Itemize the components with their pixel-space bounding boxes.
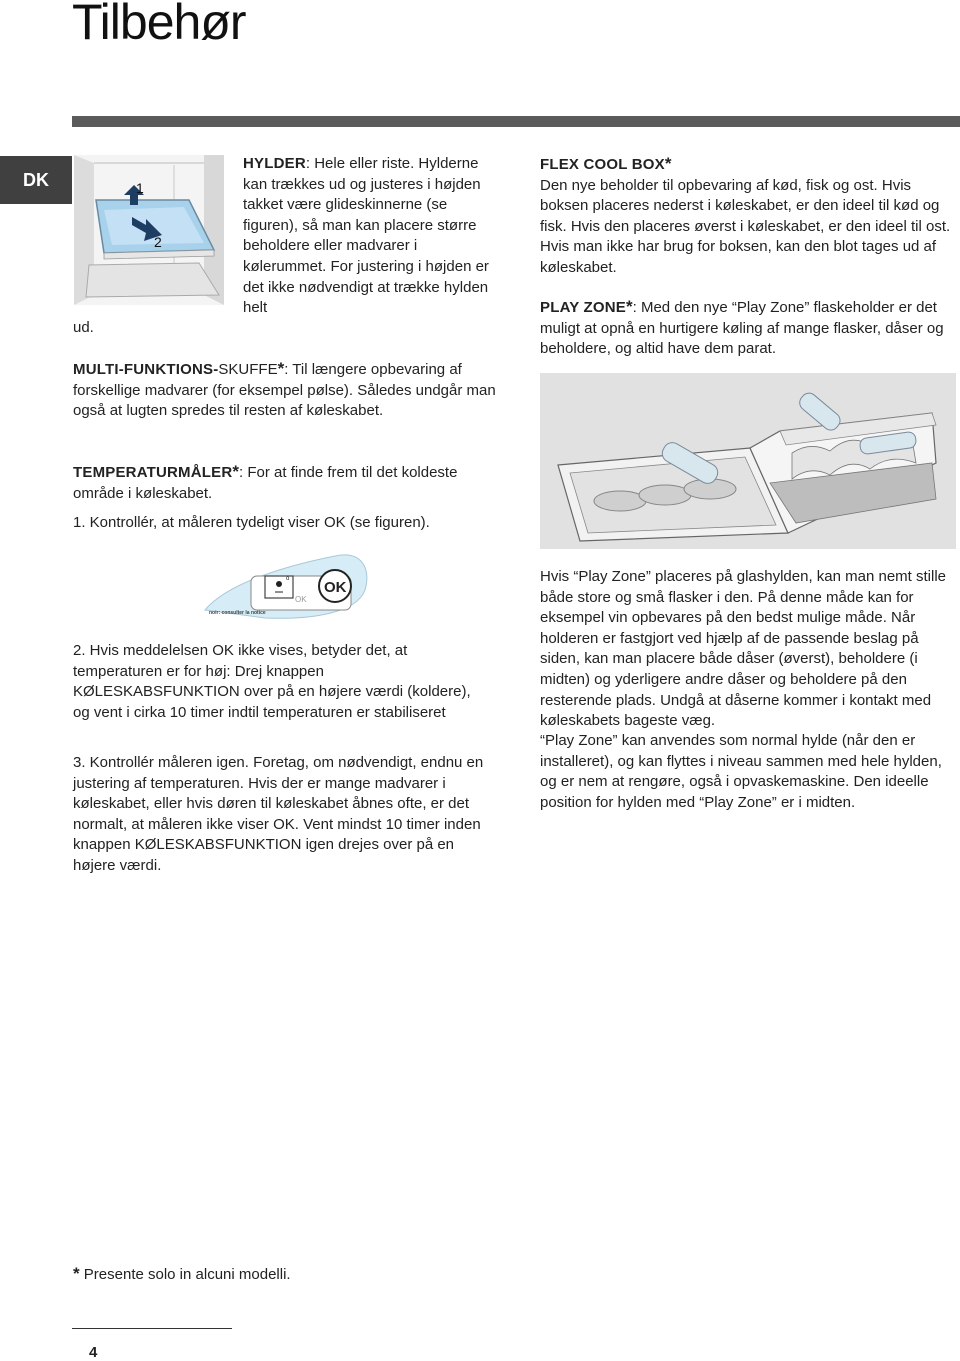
play-zone-illustration [540, 373, 956, 549]
play-para-2: “Play Zone” kan anvendes som normal hylde (når den er installeret), og kan flyttes i niveau sammen med hele hylden, og er nem at rengøre, også i opvaskemaskine. Den ideelle position for hylden med “Play Zone” er i midten. [540, 732, 942, 811]
figure-label-2: 2 [154, 234, 162, 250]
page-number: 4 [89, 1344, 98, 1361]
hylder-text: : Hele eller riste. Hylderne kan trækkes ud og justeres i højden takket være glideskinnerne (se figuren), så man kan placere større beholdere eller madvarer i kølerummet. For justering i højden er det ikke nødvendigt at trække hylden helt [243, 155, 489, 317]
temp-step-3: 3. Kontrollér måleren igen. Foretag, om nødvendigt, endnu en justering af temperaturen. Hvis der er mange madvarer i køleskabet, eller hvis døren til køleskabet åbnes ofte, er det normalt, at måleren ikke viser OK. Vent mindst 10 timer inden knappen KØLESKABSFUNKTION igen drejes over på en højere værdi. [73, 754, 484, 874]
shelf-illustration [74, 155, 224, 305]
flex-star: * [664, 154, 672, 173]
temp-star: * [232, 462, 240, 481]
shelf-figure [74, 155, 224, 305]
gauge-ok: OK [324, 579, 347, 596]
flex-paragraph [540, 154, 955, 279]
multi-heading-2: SKUFFE [218, 361, 278, 378]
page-title: Tilbehør [72, 0, 246, 50]
play-paragraph [540, 297, 955, 360]
footnote-star: * [73, 1264, 80, 1283]
temp-heading: TEMPERATURMÅLER [73, 464, 233, 481]
flex-heading: FLEX COOL BOX [540, 156, 665, 173]
svg-text:o: o [286, 576, 290, 582]
thermometer-figure [195, 548, 375, 626]
temp-paragraph [73, 462, 498, 504]
multi-text: : Til længere opbevaring af forskellige madvarer (for eksempel pølse). Således undgår man også at lugten spredes til resten af køleskabet. [73, 361, 496, 420]
flex-text: Den nye beholder til opbevaring af kød, fisk og ost. Hvis boksen placeres nederst i køleskabet, er den ideel til kød og fisk. Hvis den placeres øverst i køleskabet, er den ideel til ost. Hvis man ikke har brug for boksen, kan den blot tages ud af køleskabet. [540, 176, 951, 276]
multi-heading: MULTI-FUNKTIONS- [73, 361, 219, 378]
gauge-note: noir: consulter la notice [209, 610, 266, 616]
figure-label-1: 1 [136, 180, 144, 196]
play-star: * [626, 297, 633, 316]
gauge-small-ok: OK [295, 595, 307, 604]
play-text: : Med den nye “Play Zone” flaskeholder er det muligt at opnå en hurtigere køling af mange flasker, dåser og beholdere, og altid have dem parat. [540, 299, 944, 358]
hylder-tail: ud. [73, 319, 94, 336]
footnote-text: Presente solo in alcuni modelli. [79, 1266, 291, 1283]
multi-star: * [277, 359, 285, 378]
language-tab: DK [0, 156, 72, 204]
temp-step-2: 2. Hvis meddelelsen OK ikke vises, betyder det, at temperaturen er for høj: Drej knappen KØLESKABSFUNKTION over på en højere værdi (koldere), og vent i cirka 10 timer indtil temperaturen er stabiliseret [73, 642, 471, 721]
footnote [73, 1264, 473, 1286]
temp-text: : For at finde frem til det koldeste område i køleskabet. [73, 464, 458, 502]
play-para-1: Hvis “Play Zone” placeres på glashylden, kan man nemt stille både store og små flasker i den. På denne måde kan for eksempel vin opbevares på den bedst mulige måde. Når holderen er fastgjort ved hjælp af de passende beslag på siden, kan man placere både dåser (øverst), beholdere (i midten) og yderligere andre dåser og beholdere på den resterende plads. Undgå at dåserne kommer i kontakt med køleskabets bageste væg. [540, 568, 947, 730]
hylder-paragraph [243, 154, 493, 319]
header-bar [72, 116, 960, 127]
thermometer-illustration [195, 548, 375, 626]
footer-rule [72, 1328, 232, 1329]
hylder-heading: HYLDER [243, 155, 306, 172]
temp-step-1: 1. Kontrollér, at måleren tydeligt viser OK (se figuren). [73, 514, 430, 531]
play-heading: PLAY ZONE [540, 299, 626, 316]
multi-paragraph [73, 359, 498, 422]
play-zone-figure [540, 373, 956, 549]
